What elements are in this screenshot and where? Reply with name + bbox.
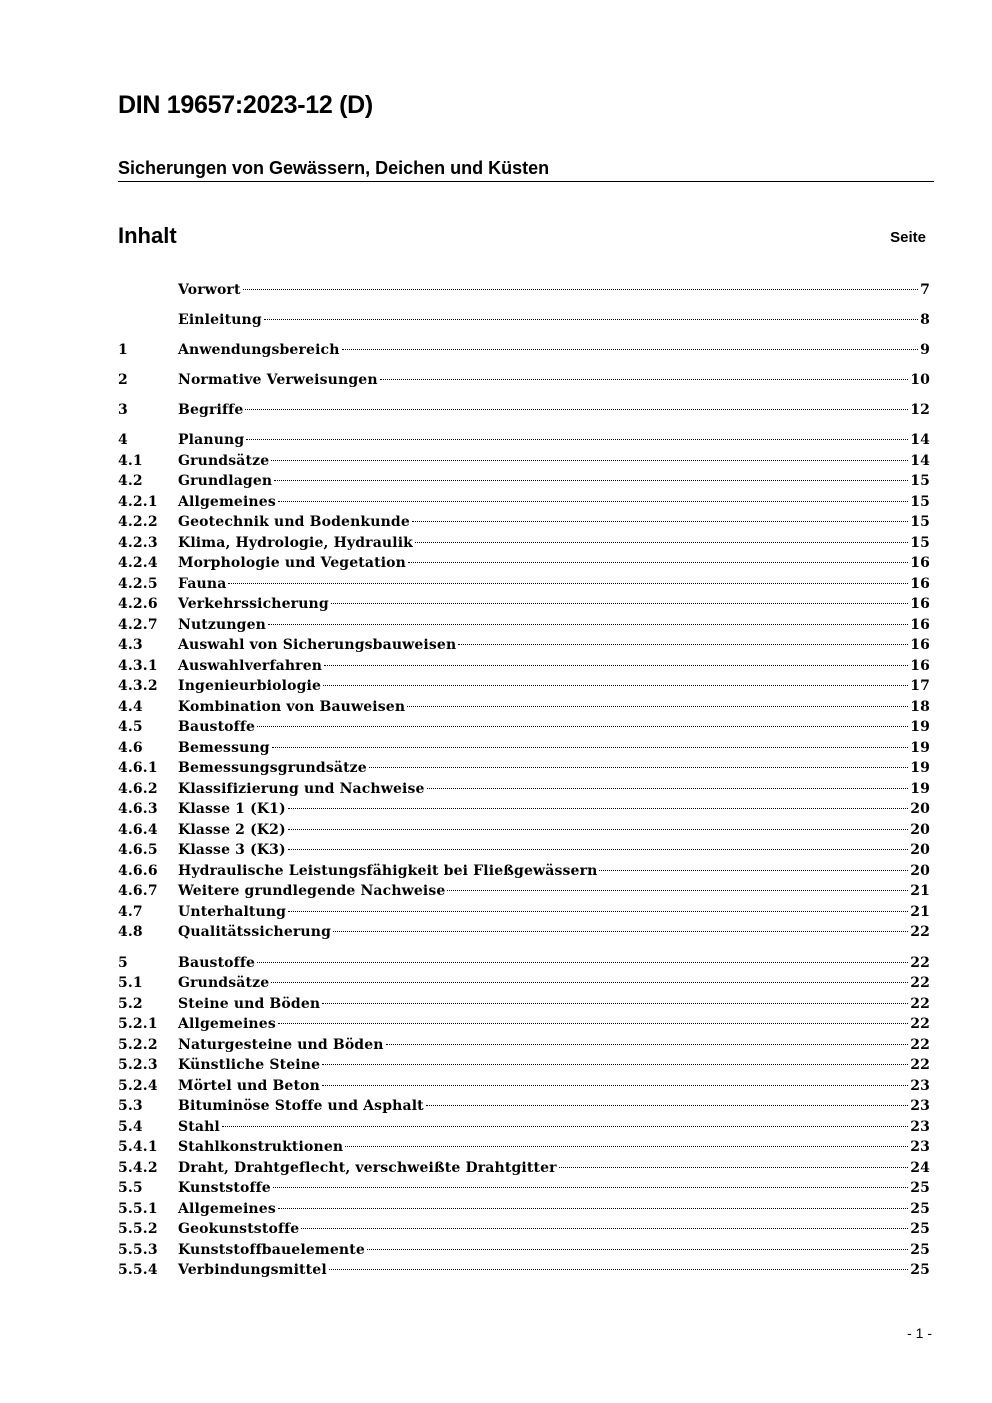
toc-entry-label: Baustoffe [178, 954, 256, 971]
dot-leader [271, 460, 908, 461]
toc-entry[interactable] [118, 1014, 930, 1035]
toc-entry-label: Qualitätssicherung [178, 924, 332, 941]
toc-entry-page: 15 [910, 473, 930, 490]
toc-entry[interactable] [118, 799, 930, 820]
dot-leader [380, 379, 909, 380]
toc-entry-page: 25 [910, 1262, 930, 1279]
toc-entry[interactable] [118, 953, 930, 974]
dot-leader [408, 562, 908, 563]
toc-entry-number: 5.2.3 [118, 1057, 158, 1074]
toc-entry-number: 5.1 [118, 975, 143, 992]
toc-entry-number: 4.5 [118, 719, 143, 736]
dot-leader [257, 726, 908, 727]
toc-entry-label: Kombination von Bauweisen [178, 698, 406, 715]
toc-entry-label: Weitere grundlegende Nachweise [178, 883, 446, 900]
toc-entry[interactable] [118, 1240, 930, 1261]
toc-entry-label: Grundsätze [178, 452, 270, 469]
toc-entry[interactable] [118, 758, 930, 779]
toc-entry-number: 4.2.4 [118, 555, 158, 572]
toc-entry-number: 5.2.4 [118, 1077, 158, 1094]
toc-entry-page: 20 [910, 821, 930, 838]
toc-entry[interactable] [118, 370, 930, 391]
toc-entry-number: 5.4 [118, 1118, 143, 1135]
toc-entry[interactable] [118, 840, 930, 861]
toc-entry-number: 5.3 [118, 1098, 143, 1115]
toc-entry-number: 5.2 [118, 995, 143, 1012]
toc-entry[interactable] [118, 656, 930, 677]
dot-leader [288, 808, 908, 809]
toc-entry[interactable] [118, 512, 930, 533]
toc-entry-label: Fauna [178, 575, 227, 592]
toc-entry-number: 4.6.2 [118, 780, 158, 797]
toc-entry[interactable] [118, 994, 930, 1015]
toc-entry[interactable] [118, 881, 930, 902]
dot-leader [288, 829, 908, 830]
toc-entry[interactable] [118, 973, 930, 994]
dot-leader [333, 931, 908, 932]
toc-entry-number: 4.2.3 [118, 534, 158, 551]
toc-entry[interactable] [118, 1137, 930, 1158]
toc-entry-number: 2 [118, 372, 128, 389]
toc-entry-number: 5.5.1 [118, 1200, 158, 1217]
toc-entry-label: Kunststoffe [178, 1180, 271, 1197]
toc-entry-page: 25 [910, 1221, 930, 1238]
dot-leader [278, 501, 908, 502]
toc-entry[interactable] [118, 902, 930, 923]
toc-entry-page: 16 [910, 555, 930, 572]
toc-entry[interactable] [118, 553, 930, 574]
dot-leader [273, 1187, 908, 1188]
toc-entry-label: Klasse 3 (K3) [178, 842, 286, 859]
toc-entry-number: 4.2.1 [118, 493, 158, 510]
toc-entry-number: 1 [118, 342, 128, 359]
toc-entry[interactable] [118, 340, 930, 361]
toc-entry-number: 4.6.4 [118, 821, 158, 838]
toc-entry-number: 5.5.3 [118, 1241, 158, 1258]
dot-leader [243, 289, 919, 290]
dot-leader [323, 685, 908, 686]
dot-leader [367, 1249, 908, 1250]
dot-leader [245, 409, 908, 410]
toc-entry-label: Draht, Drahtgeflecht, verschweißte Drahtgitter [178, 1159, 557, 1176]
toc-entry[interactable] [118, 492, 930, 513]
toc-entry-page: 25 [910, 1180, 930, 1197]
toc-entry-number: 4.8 [118, 924, 143, 941]
toc-entry[interactable] [118, 1096, 930, 1117]
toc-entry-number: 4 [118, 432, 128, 449]
toc-entry-label: Grundlagen [178, 473, 273, 490]
toc-entry-number: 5.5.4 [118, 1262, 158, 1279]
toc-entry-page: 22 [910, 1057, 930, 1074]
toc-entry-number: 5 [118, 954, 128, 971]
toc-entry-page: 21 [910, 903, 930, 920]
toc-entry[interactable] [118, 676, 930, 697]
toc-entry-label: Auswahl von Sicherungsbauweisen [178, 637, 457, 654]
toc-entry-number: 4.3.2 [118, 678, 158, 695]
dot-leader [246, 439, 908, 440]
toc-entry-page: 15 [910, 534, 930, 551]
dot-leader [407, 706, 908, 707]
toc-entry-number: 5.4.1 [118, 1139, 158, 1156]
toc-entry[interactable] [118, 533, 930, 554]
toc-entry-label: Normative Verweisungen [178, 372, 378, 389]
toc-entry-number: 4.6.1 [118, 760, 158, 777]
toc-entry-label: Ingenieurbiologie [178, 678, 322, 695]
toc-entry-number: 4.6.3 [118, 801, 158, 818]
toc-entry-page: 21 [910, 883, 930, 900]
dot-leader [301, 1228, 908, 1229]
toc-entry-label: Morphologie und Vegetation [178, 555, 407, 572]
toc-entry-page: 22 [910, 954, 930, 971]
toc-entry[interactable] [118, 738, 930, 759]
toc-entry-page: 12 [910, 402, 930, 419]
toc-entry[interactable] [118, 1178, 930, 1199]
toc-entry-number: 5.2.1 [118, 1016, 158, 1033]
toc-entry-number: 5.2.2 [118, 1036, 158, 1053]
toc-entry-label: Grundsätze [178, 975, 270, 992]
dot-leader [222, 1126, 908, 1127]
toc-entry-number: 4.2 [118, 473, 143, 490]
toc-entry-number: 4.6.5 [118, 842, 158, 859]
toc-entry-page: 19 [910, 760, 930, 777]
toc-entry-page: 16 [910, 616, 930, 633]
toc-entry-number: 4.3 [118, 637, 143, 654]
toc-entry-label: Einleitung [178, 312, 262, 329]
toc-entry-label: Kunststoffbauelemente [178, 1241, 365, 1258]
dot-leader [264, 319, 918, 320]
toc-entry-number: 4.6 [118, 739, 143, 756]
toc-entry[interactable] [118, 1158, 930, 1179]
toc-entry-page: 17 [910, 678, 930, 695]
toc-entry[interactable] [118, 861, 930, 882]
toc-entry-number: 4.1 [118, 452, 143, 469]
toc-entry[interactable] [118, 697, 930, 718]
toc-entry-page: 10 [910, 372, 930, 389]
toc-entry-label: Bemessung [178, 739, 270, 756]
toc-entry[interactable] [118, 615, 930, 636]
toc-entry-label: Unterhaltung [178, 903, 287, 920]
toc-entry[interactable] [118, 1117, 930, 1138]
toc-entry-page: 25 [910, 1241, 930, 1258]
toc-entry-page: 22 [910, 975, 930, 992]
toc-entry-label: Nutzungen [178, 616, 266, 633]
toc-entry-label: Planung [178, 432, 245, 449]
toc-entry-page: 15 [910, 514, 930, 531]
dot-leader [342, 349, 919, 350]
toc-entry-number: 4.3.1 [118, 657, 158, 674]
dot-leader [369, 767, 908, 768]
toc-entry-label: Hydraulische Leistungsfähigkeit bei Fließgewässern [178, 862, 598, 879]
toc-entry-label: Allgemeines [178, 1016, 276, 1033]
dot-leader [271, 982, 908, 983]
toc-entry-page: 22 [910, 1016, 930, 1033]
toc-entry-page: 25 [910, 1200, 930, 1217]
toc-entry-label: Verkehrssicherung [178, 596, 329, 613]
toc-entry-page: 23 [910, 1098, 930, 1115]
dot-leader [331, 603, 908, 604]
toc-entry[interactable] [118, 922, 930, 943]
toc-entry-page: 8 [920, 312, 930, 329]
toc-entry-page: 19 [910, 739, 930, 756]
dot-leader [599, 870, 908, 871]
toc-entry-page: 19 [910, 780, 930, 797]
toc-entry[interactable] [118, 1035, 930, 1056]
toc-entry-page: 14 [910, 452, 930, 469]
dot-leader [322, 1064, 908, 1065]
toc-entry-number: 4.2.7 [118, 616, 158, 633]
dot-leader [278, 1208, 908, 1209]
toc-entry[interactable] [118, 451, 930, 472]
dot-leader [228, 583, 908, 584]
toc-entry[interactable] [118, 1260, 930, 1281]
toc-entry-page: 23 [910, 1139, 930, 1156]
dot-leader [288, 849, 908, 850]
toc-entry-page: 20 [910, 842, 930, 859]
dot-leader [322, 1085, 908, 1086]
toc-entry-page: 22 [910, 1036, 930, 1053]
toc-entry-label: Bituminöse Stoffe und Asphalt [178, 1098, 424, 1115]
dot-leader [426, 1105, 908, 1106]
toc-entry[interactable] [118, 779, 930, 800]
toc-entry-label: Geokunststoffe [178, 1221, 300, 1238]
footer-page-number: - 1 - [907, 1325, 932, 1341]
toc-entry-label: Anwendungsbereich [178, 342, 340, 359]
toc-entry[interactable] [118, 594, 930, 615]
toc-entry[interactable] [118, 430, 930, 451]
page-column-label: Seite [890, 229, 926, 246]
toc-entry-page: 20 [910, 801, 930, 818]
toc-entry-number: 4.4 [118, 698, 143, 715]
toc-entry-page: 16 [910, 637, 930, 654]
toc-entry[interactable] [118, 1199, 930, 1220]
toc-entry-number: 3 [118, 402, 128, 419]
toc-entry-page: 20 [910, 862, 930, 879]
toc-entry[interactable] [118, 280, 930, 301]
dot-leader [329, 1269, 908, 1270]
toc-entry-page: 16 [910, 657, 930, 674]
toc-entry-number: 4.6.7 [118, 883, 158, 900]
dot-leader [278, 1023, 908, 1024]
toc-entry-number: 4.2.6 [118, 596, 158, 613]
toc-entry-label: Stahlkonstruktionen [178, 1139, 344, 1156]
dot-leader [447, 890, 908, 891]
dot-leader [458, 644, 908, 645]
toc-entry-label: Baustoffe [178, 719, 256, 736]
toc-entry[interactable] [118, 1219, 930, 1240]
dot-leader [427, 788, 909, 789]
dot-leader [322, 1003, 908, 1004]
toc-entry-label: Bemessungsgrundsätze [178, 760, 367, 777]
dot-leader [345, 1146, 908, 1147]
toc-entry[interactable] [118, 1055, 930, 1076]
toc-entry-label: Geotechnik und Bodenkunde [178, 514, 410, 531]
dot-leader [272, 747, 908, 748]
toc-entry-label: Mörtel und Beton [178, 1077, 320, 1094]
toc-entry-number: 4.6.6 [118, 862, 158, 879]
toc-heading: Inhalt [118, 223, 177, 248]
toc-entry-number: 5.5 [118, 1180, 143, 1197]
table-of-contents [118, 280, 930, 1281]
toc-entry-page: 16 [910, 596, 930, 613]
toc-entry-label: Allgemeines [178, 1200, 276, 1217]
toc-entry[interactable] [118, 574, 930, 595]
toc-entry-number: 4.2.2 [118, 514, 158, 531]
document-id: DIN 19657:2023-12 (D) [118, 91, 373, 119]
toc-entry[interactable] [118, 310, 930, 331]
toc-entry-label: Klassifizierung und Nachweise [178, 780, 425, 797]
toc-entry-label: Klima, Hydrologie, Hydraulik [178, 534, 414, 551]
toc-entry-label: Vorwort [178, 282, 241, 298]
toc-entry-label: Künstliche Steine [178, 1057, 321, 1074]
toc-entry-number: 4.7 [118, 903, 143, 920]
dot-leader [324, 665, 908, 666]
toc-entry-label: Allgemeines [178, 493, 276, 510]
dot-leader [288, 911, 908, 912]
toc-entry-page: 14 [910, 432, 930, 449]
toc-entry[interactable] [118, 1076, 930, 1097]
toc-entry-number: 5.5.2 [118, 1221, 158, 1238]
toc-entry-label: Klasse 2 (K2) [178, 821, 286, 838]
toc-entry[interactable] [118, 471, 930, 492]
toc-entry-page: 18 [910, 698, 930, 715]
dot-leader [415, 542, 908, 543]
toc-entry-page: 22 [910, 995, 930, 1012]
toc-entry[interactable] [118, 400, 930, 421]
toc-entry-page: 16 [910, 575, 930, 592]
toc-entry-page: 23 [910, 1118, 930, 1135]
toc-entry-page: 7 [920, 282, 930, 298]
toc-entry-label: Stahl [178, 1118, 220, 1135]
toc-entry-page: 23 [910, 1077, 930, 1094]
document-title: Sicherungen von Gewässern, Deichen und Küsten [118, 158, 934, 182]
toc-entry-page: 15 [910, 493, 930, 510]
toc-entry-label: Verbindungsmittel [178, 1262, 327, 1279]
toc-entry[interactable] [118, 717, 930, 738]
dot-leader [268, 624, 908, 625]
dot-leader [274, 480, 908, 481]
dot-leader [257, 962, 908, 963]
toc-entry-number: 4.2.5 [118, 575, 158, 592]
toc-entry-number: 5.4.2 [118, 1159, 158, 1176]
toc-entry-label: Naturgesteine und Böden [178, 1036, 384, 1053]
toc-entry-label: Auswahlverfahren [178, 657, 323, 674]
dot-leader [386, 1044, 909, 1045]
dot-leader [559, 1167, 909, 1168]
toc-entry-page: 24 [910, 1159, 930, 1176]
toc-entry-label: Steine und Böden [178, 995, 321, 1012]
toc-entry[interactable] [118, 820, 930, 841]
toc-entry-label: Klasse 1 (K1) [178, 801, 286, 818]
dot-leader [412, 521, 908, 522]
toc-entry[interactable] [118, 635, 930, 656]
toc-entry-page: 19 [910, 719, 930, 736]
toc-entry-page: 22 [910, 924, 930, 941]
toc-entry-page: 9 [920, 342, 930, 359]
toc-entry-label: Begriffe [178, 402, 244, 419]
